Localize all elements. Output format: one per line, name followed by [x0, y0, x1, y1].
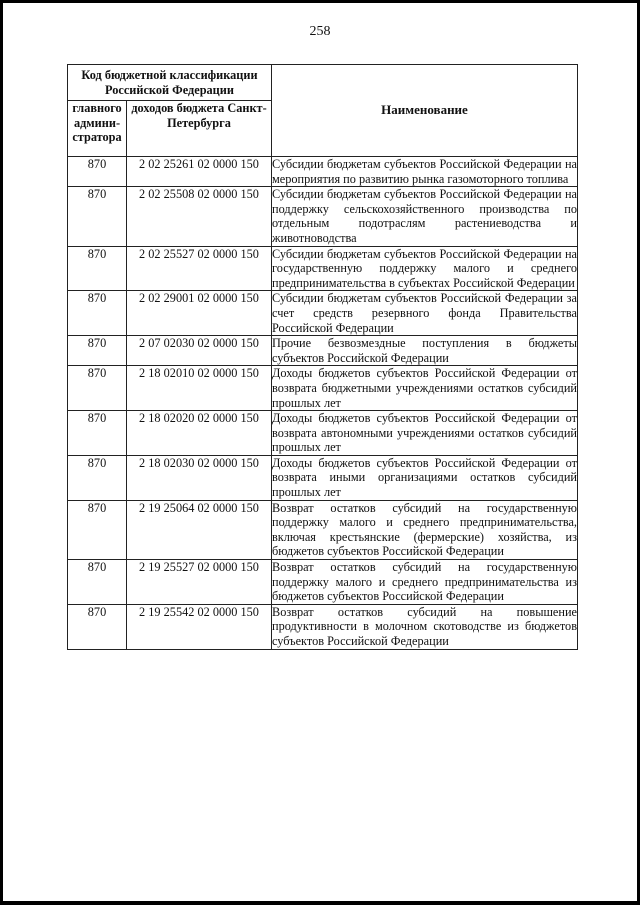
cell-admin-code: 870: [68, 366, 127, 411]
table-row: [68, 455, 578, 500]
header-classification-code: Код бюджетной классификации Российской Федерации: [68, 65, 272, 101]
cell-name: Доходы бюджетов субъектов Российской Федерации от возврата автономными учреждениями остатков субсидий прошлых лет: [272, 411, 577, 455]
table-header: [68, 65, 578, 157]
table-row: [68, 187, 578, 246]
scan-border-bottom: [0, 901, 640, 905]
cell-revenue-code: 2 18 02020 02 0000 150: [127, 411, 272, 456]
cell-revenue-code: 2 19 25064 02 0000 150: [127, 500, 272, 559]
table-body: [68, 157, 578, 650]
header-main-administrator: главного админи-стратора: [68, 101, 127, 157]
cell-admin-code: 870: [68, 455, 127, 500]
cell-admin-code: 870: [68, 604, 127, 649]
cell-revenue-code: 2 18 02010 02 0000 150: [127, 366, 272, 411]
header-name: Наименование: [272, 65, 578, 157]
cell-admin-code: 870: [68, 157, 127, 187]
table-row: [68, 157, 578, 187]
cell-name: Субсидии бюджетам субъектов Российской Федерации на государственную поддержку малого и среднего предпринимательства в субъектах Российской Федерации: [272, 246, 577, 290]
cell-name: Прочие безвозмездные поступления в бюджеты субъектов Российской Федерации: [272, 336, 577, 365]
table-row: [68, 604, 578, 649]
header-revenue-code: доходов бюджета Санкт-Петербурга: [127, 101, 272, 157]
cell-admin-code: 870: [68, 411, 127, 456]
cell-name: Возврат остатков субсидий на государственную поддержку малого и среднего предпринимательства, включая крестьянские (фермерские) хозяйства, из бюджетов субъектов Российской Федерации: [272, 500, 577, 559]
cell-admin-code: 870: [68, 336, 127, 366]
table-row: [68, 560, 578, 605]
cell-admin-code: 870: [68, 560, 127, 605]
cell-admin-code: 870: [68, 500, 127, 559]
cell-admin-code: 870: [68, 187, 127, 246]
cell-name: Возврат остатков субсидий на повышение продуктивности в молочном скотоводстве из бюджетов субъектов Российской Федерации: [272, 604, 577, 648]
cell-name: Возврат остатков субсидий на государственную поддержку малого и среднего предпринимательства из бюджетов субъектов Российской Федерации: [272, 560, 577, 604]
cell-revenue-code: 2 19 25542 02 0000 150: [127, 604, 272, 649]
table-row: [68, 291, 578, 336]
cell-name: Субсидии бюджетам субъектов Российской Федерации на поддержку сельскохозяйственного производства по отдельным подотраслям растениеводства и животноводства: [272, 187, 577, 245]
table-row: [68, 336, 578, 366]
table-row: [68, 411, 578, 456]
scan-border-top: [0, 0, 640, 3]
cell-admin-code: 870: [68, 291, 127, 336]
cell-name: Субсидии бюджетам субъектов Российской Федерации на мероприятия по развитию рынка газомоторного топлива: [272, 157, 577, 186]
cell-revenue-code: 2 02 29001 02 0000 150: [127, 291, 272, 336]
cell-revenue-code: 2 18 02030 02 0000 150: [127, 455, 272, 500]
cell-revenue-code: 2 02 25508 02 0000 150: [127, 187, 272, 246]
cell-name: Доходы бюджетов субъектов Российской Федерации от возврата иными организациями остатков субсидий прошлых лет: [272, 455, 577, 500]
cell-revenue-code: 2 19 25527 02 0000 150: [127, 560, 272, 605]
cell-name: Субсидии бюджетам субъектов Российской Федерации за счет средств резервного фонда Правительства Российской Федерации: [272, 291, 577, 335]
cell-admin-code: 870: [68, 246, 127, 291]
budget-classification-table: [67, 64, 578, 650]
cell-revenue-code: 2 02 25527 02 0000 150: [127, 246, 272, 291]
table-row: [68, 246, 578, 291]
cell-revenue-code: 2 07 02030 02 0000 150: [127, 336, 272, 366]
cell-revenue-code: 2 02 25261 02 0000 150: [127, 157, 272, 187]
page-number: 258: [309, 24, 331, 39]
cell-name: Доходы бюджетов субъектов Российской Федерации от возврата бюджетными учреждениями остатков субсидий прошлых лет: [272, 366, 577, 410]
table-row: [68, 500, 578, 559]
scan-border-left: [0, 0, 3, 905]
table-row: [68, 366, 578, 411]
